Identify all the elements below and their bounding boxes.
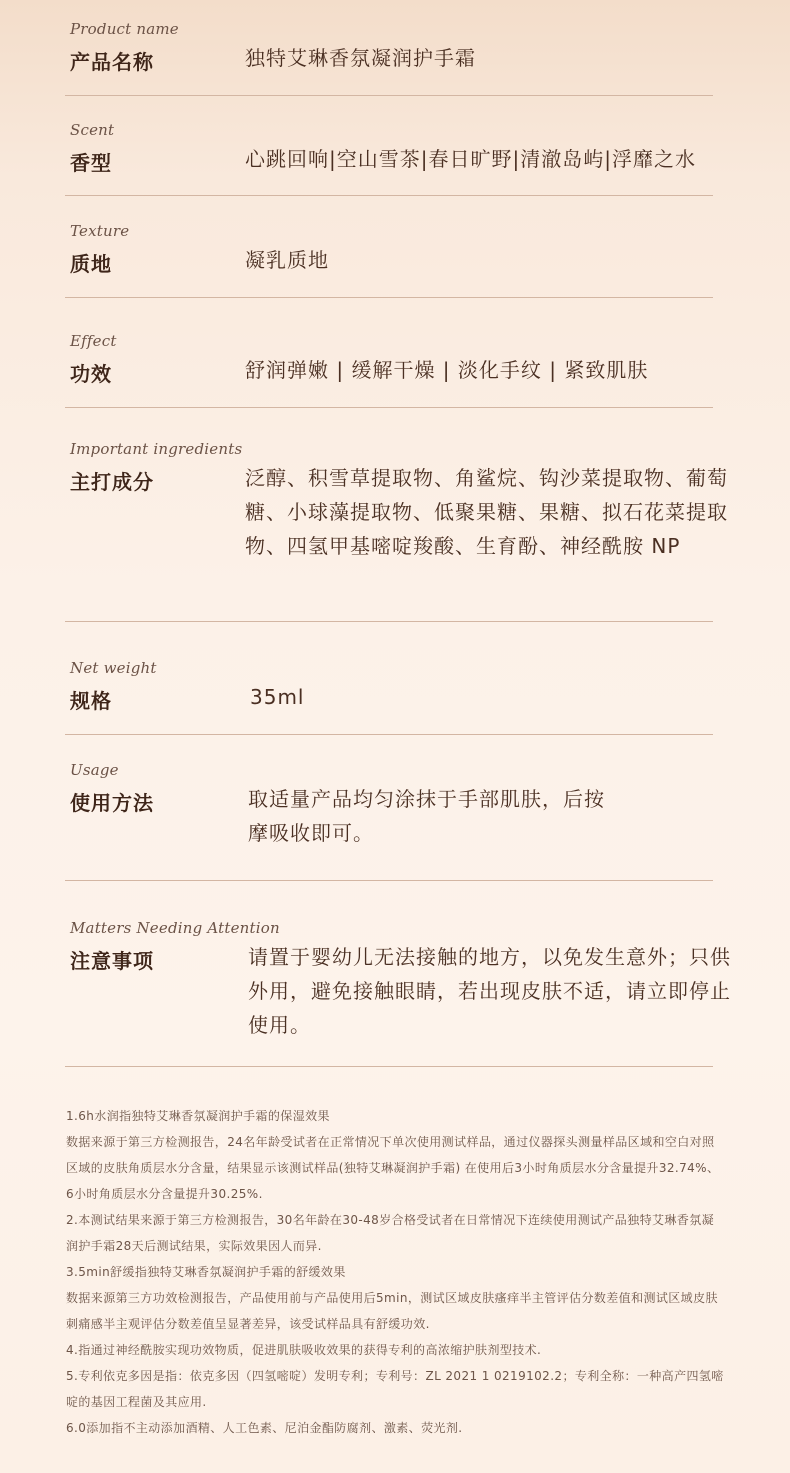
spec-label-en: Net weight (70, 659, 157, 677)
spec-label-en: Important ingredients (70, 440, 243, 458)
divider (65, 195, 713, 196)
spec-value: 取适量产品均匀涂抹于手部肌肤，后按摩吸收即可。 (248, 787, 605, 845)
spec-label-en: Effect (70, 332, 117, 350)
spec-label-cn: 产品名称 (70, 50, 154, 74)
footnote: 数据来源第三方功效检测报告，产品使用前与产品使用后5min，测试区域皮肤瘙痒半主管评估分数差值和测试区域皮肤刺痛感半主观评估分数差值呈显著差异，该受试样品具有舒缓功效. (66, 1291, 718, 1331)
spec-label-cn: 质地 (70, 252, 112, 276)
spec-label-cn: 主打成分 (70, 470, 154, 494)
footnote: 数据来源于第三方检测报告，24名年龄受试者在正常情况下单次使用测试样品，通过仪器探头测量样品区域和空白对照区域的皮肤角质层水分含量，结果显示该测试样品(独特艾琳凝润护手霜) 在使用后3小时角质层水分含量提升32.74%、6小时角质层水分含量提升30.25%. (66, 1135, 720, 1201)
spec-value: 泛醇、积雪草提取物、角鲨烷、钩沙菜提取物、葡萄糖、小球藻提取物、低聚果糖、果糖、拟石花菜提取物、四氢甲基嘧啶羧酸、生育酚、神经酰胺 NP (245, 466, 728, 558)
spec-label-cn: 注意事项 (70, 949, 154, 973)
spec-label-en: Product name (70, 20, 179, 38)
spec-value: 心跳回响|空山雪茶|春日旷野|清澈岛屿|浮靡之水 (245, 147, 696, 171)
divider (65, 407, 713, 408)
spec-label-en: Scent (70, 121, 115, 139)
footnote: 2.本测试结果来源于第三方检测报告，30名年龄在30-48岁合格受试者在日常情况下连续使用测试产品独特艾琳香氛凝润护手霜28天后测试结果，实际效果因人而异. (66, 1213, 714, 1253)
divider (65, 297, 713, 298)
divider (65, 880, 713, 881)
spec-value: 凝乳质地 (245, 248, 329, 272)
spec-value: 请置于婴幼儿无法接触的地方，以免发生意外；只供外用，避免接触眼睛，若出现皮肤不适，请立即停止使用。 (248, 945, 731, 1037)
footnote: 3.5min舒缓指独特艾琳香氛凝润护手霜的舒缓效果 (66, 1265, 346, 1279)
spec-value: 35ml (250, 685, 305, 709)
footnote: 6.0添加指不主动添加酒精、人工色素、尼泊金酯防腐剂、激素、荧光剂. (66, 1421, 463, 1435)
spec-label-en: Matters Needing Attention (70, 919, 280, 937)
spec-value: 舒润弹嫩 | 缓解干燥 | 淡化手纹 | 紧致肌肤 (245, 358, 649, 382)
spec-label-cn: 规格 (70, 689, 112, 713)
divider (65, 95, 713, 96)
spec-label-cn: 香型 (70, 151, 112, 175)
footnote: 1.6h水润指独特艾琳香氛凝润护手霜的保湿效果 (66, 1109, 330, 1123)
spec-label-en: Texture (70, 222, 130, 240)
footnotes (66, 1103, 726, 1441)
footnote: 4.指通过神经酰胺实现功效物质，促进肌肤吸收效果的获得专利的高浓缩护肤剂型技术. (66, 1343, 542, 1357)
spec-label-en: Usage (70, 761, 119, 779)
spec-label-cn: 使用方法 (70, 791, 154, 815)
divider (65, 1066, 713, 1067)
divider (65, 621, 713, 622)
footnote: 5.专利依克多因是指：依克多因（四氢嘧啶）发明专利；专利号：ZL 2021 1 0219102.2；专利全称：一种高产四氢嘧啶的基因工程菌及其应用. (66, 1369, 724, 1409)
divider (65, 734, 713, 735)
spec-label-cn: 功效 (70, 362, 112, 386)
spec-value: 独特艾琳香氛凝润护手霜 (245, 46, 476, 70)
